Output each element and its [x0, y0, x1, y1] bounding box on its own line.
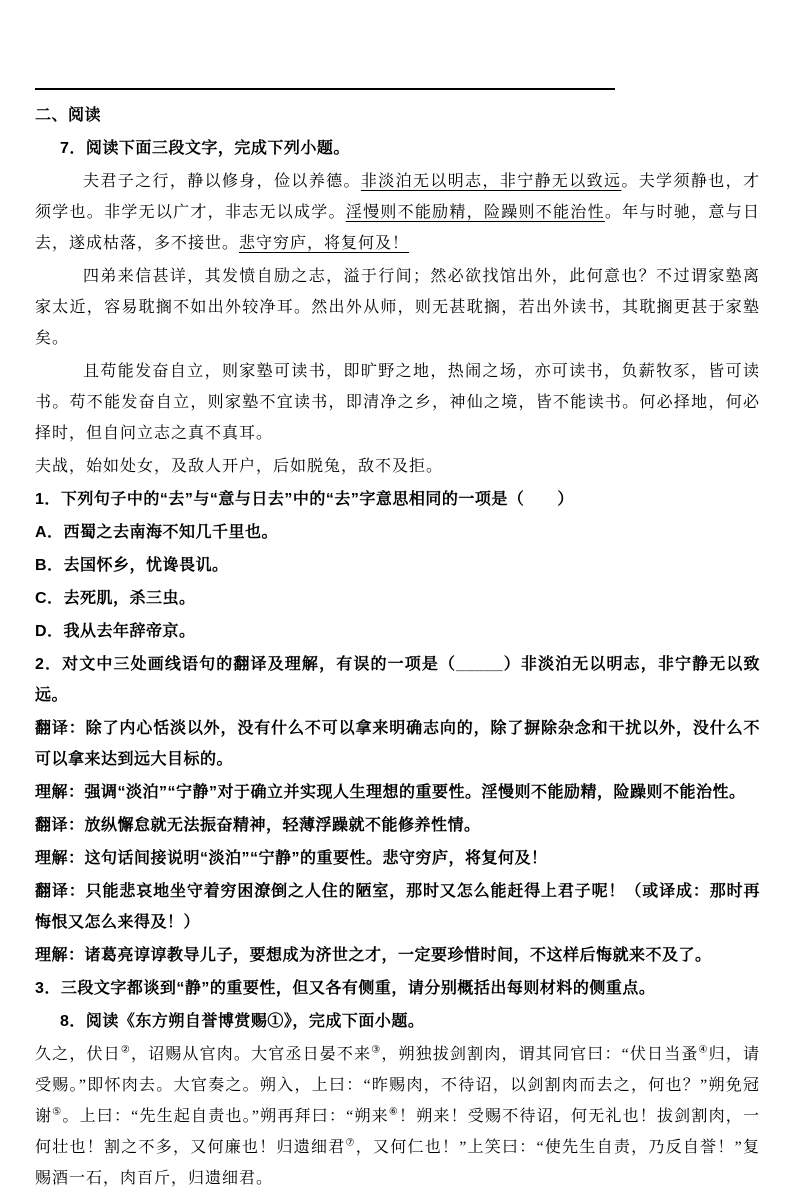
question-2-interpretation-2: 理解：这句话间接说明“淡泊”“宁静”的重要性。悲守穷庐，将复何及！ [35, 850, 548, 867]
passage-segment: 夫君子之行，静以修身，俭以养德。 [83, 173, 361, 190]
footnote-superscript: ③ [371, 1044, 382, 1056]
question-2-interpretation-1: 理解：强调“淡泊”“宁静”对于确立并实现人生理想的重要性。淫慢则不能励精，险躁则不能治性。 [35, 784, 746, 801]
question-3-stem: 3．三段文字都谈到“静”的重要性，但又各有侧重，请分别概括出每则材料的侧重点。 [35, 980, 656, 997]
question-1-stem: 1．下列句子中的“去”与“意与日去”中的“去”字意思相同的一项是（ ） [35, 491, 574, 508]
underlined-passage-segment: 悲守穷庐，将复何及！ [239, 235, 410, 252]
question-2-translation-3: 翻译：只能悲哀地坐守着穷困潦倒之人住的陋室，那时又怎么能赶得上君子呢！（或译成：那时再悔恨又怎么来得及！） [35, 883, 760, 931]
passage-segment: 。年与时驰，意与日去，遂成枯落，多不接世。 [35, 204, 760, 252]
passage-1 [35, 166, 760, 259]
passage-segment: 。夫学须静也，才须学也。非学无以广才，非志无以成学。 [35, 173, 760, 221]
underlined-passage-segment: 非淡泊无以明志，非宁静无以致远 [360, 173, 622, 190]
question-2-translation-2: 翻译：放纵懈怠就无法振奋精神，轻薄浮躁就不能修养性情。 [35, 817, 481, 834]
question-2-stem: 2．对文中三处画线语句的翻译及理解，有误的一项是（_____）非淡泊无以明志，非宁静无以致远。 [35, 656, 760, 704]
passage-3: 且苟能发奋自立，则家塾可读书，即旷野之地，热闹之场，亦可读书，负薪牧豕，皆可读书。苟不能发奋自立，则家塾不宜读书，即清净之乡，神仙之境，皆不能读书。何必择地，何必择时，但自问立志之真不真耳。 [35, 363, 760, 442]
page-separator-line [35, 88, 615, 90]
question-7-intro: 7．阅读下面三段文字，完成下列小题。 [60, 140, 350, 157]
passage-segment: ，又何仁也！”上笑曰：“使先生自责，乃反自誉！”复赐酒一石，肉百斤，归遗细君。 [35, 1139, 760, 1187]
passage-2: 四弟来信甚详，其发愤自励之志，溢于行间；然必欲找馆出外，此何意也？不过谓家塾离家太近，容易耽搁不如出外较净耳。然出外从师，则无甚耽搁，若出外读书，其耽搁更甚于家塾矣。 [35, 268, 760, 347]
footnote-superscript: ⑥ [388, 1106, 400, 1118]
footnote-superscript: ⑦ [345, 1137, 356, 1149]
question-2-interpretation-3: 理解：诸葛亮谆谆教导儿子，要想成为济世之才，一定要珍惜时间，不这样后悔就来不及了。 [35, 947, 712, 964]
underlined-passage-segment: 淫慢则不能励精，险躁则不能治性 [345, 204, 605, 221]
question-1-option-c: C．去死肌，杀三虫。 [35, 590, 196, 607]
question-1-option-d: D．我从去年辞帝京。 [35, 623, 196, 640]
footnote-superscript: ④ [698, 1044, 709, 1056]
passage-segment: ，朔独拔剑割肉，谓其同官曰：“伏日当蚤 [381, 1046, 699, 1063]
passage-8 [35, 1039, 760, 1194]
passage-segment: 归，请受赐。”即怀肉去。大官奏之。朔入，上曰：“昨赐肉，不待诏，以剑割肉而去之，何也？”朔免冠谢 [35, 1046, 760, 1125]
passage-segment: 久之，伏日 [35, 1046, 121, 1063]
question-1-option-b: B．去国怀乡，忧谗畏讥。 [35, 557, 229, 574]
question-2-translation-1: 翻译：除了内心恬淡以外，没有什么不可以拿来明确志向的，除了摒除杂念和干扰以外，没什么不可以拿来达到远大目标的。 [35, 720, 760, 768]
question-1-option-a: A．西蜀之去南海不知几千里也。 [35, 524, 279, 541]
passage-segment: 。上曰：“先生起自责也。”朔再拜曰：“朔来 [62, 1108, 389, 1125]
question-8-intro: 8．阅读《东方朔自誉博赏赐①》，完成下面小题。 [60, 1013, 425, 1030]
footnote-superscript: ② [120, 1044, 131, 1056]
footnote-superscript: ⑤ [52, 1106, 63, 1118]
passage-4: 夫战，始如处女，及敌人开户，后如脱兔，敌不及拒。 [35, 458, 444, 475]
passage-segment: ！朔来！受赐不待诏，何无礼也！拔剑割肉，一何壮也！割之不多，又何廉也！归遗细君 [35, 1108, 760, 1156]
section-heading: 二、阅读 [35, 107, 102, 124]
passage-segment: ，诏赐从官肉。大官丞日晏不来 [130, 1046, 372, 1063]
